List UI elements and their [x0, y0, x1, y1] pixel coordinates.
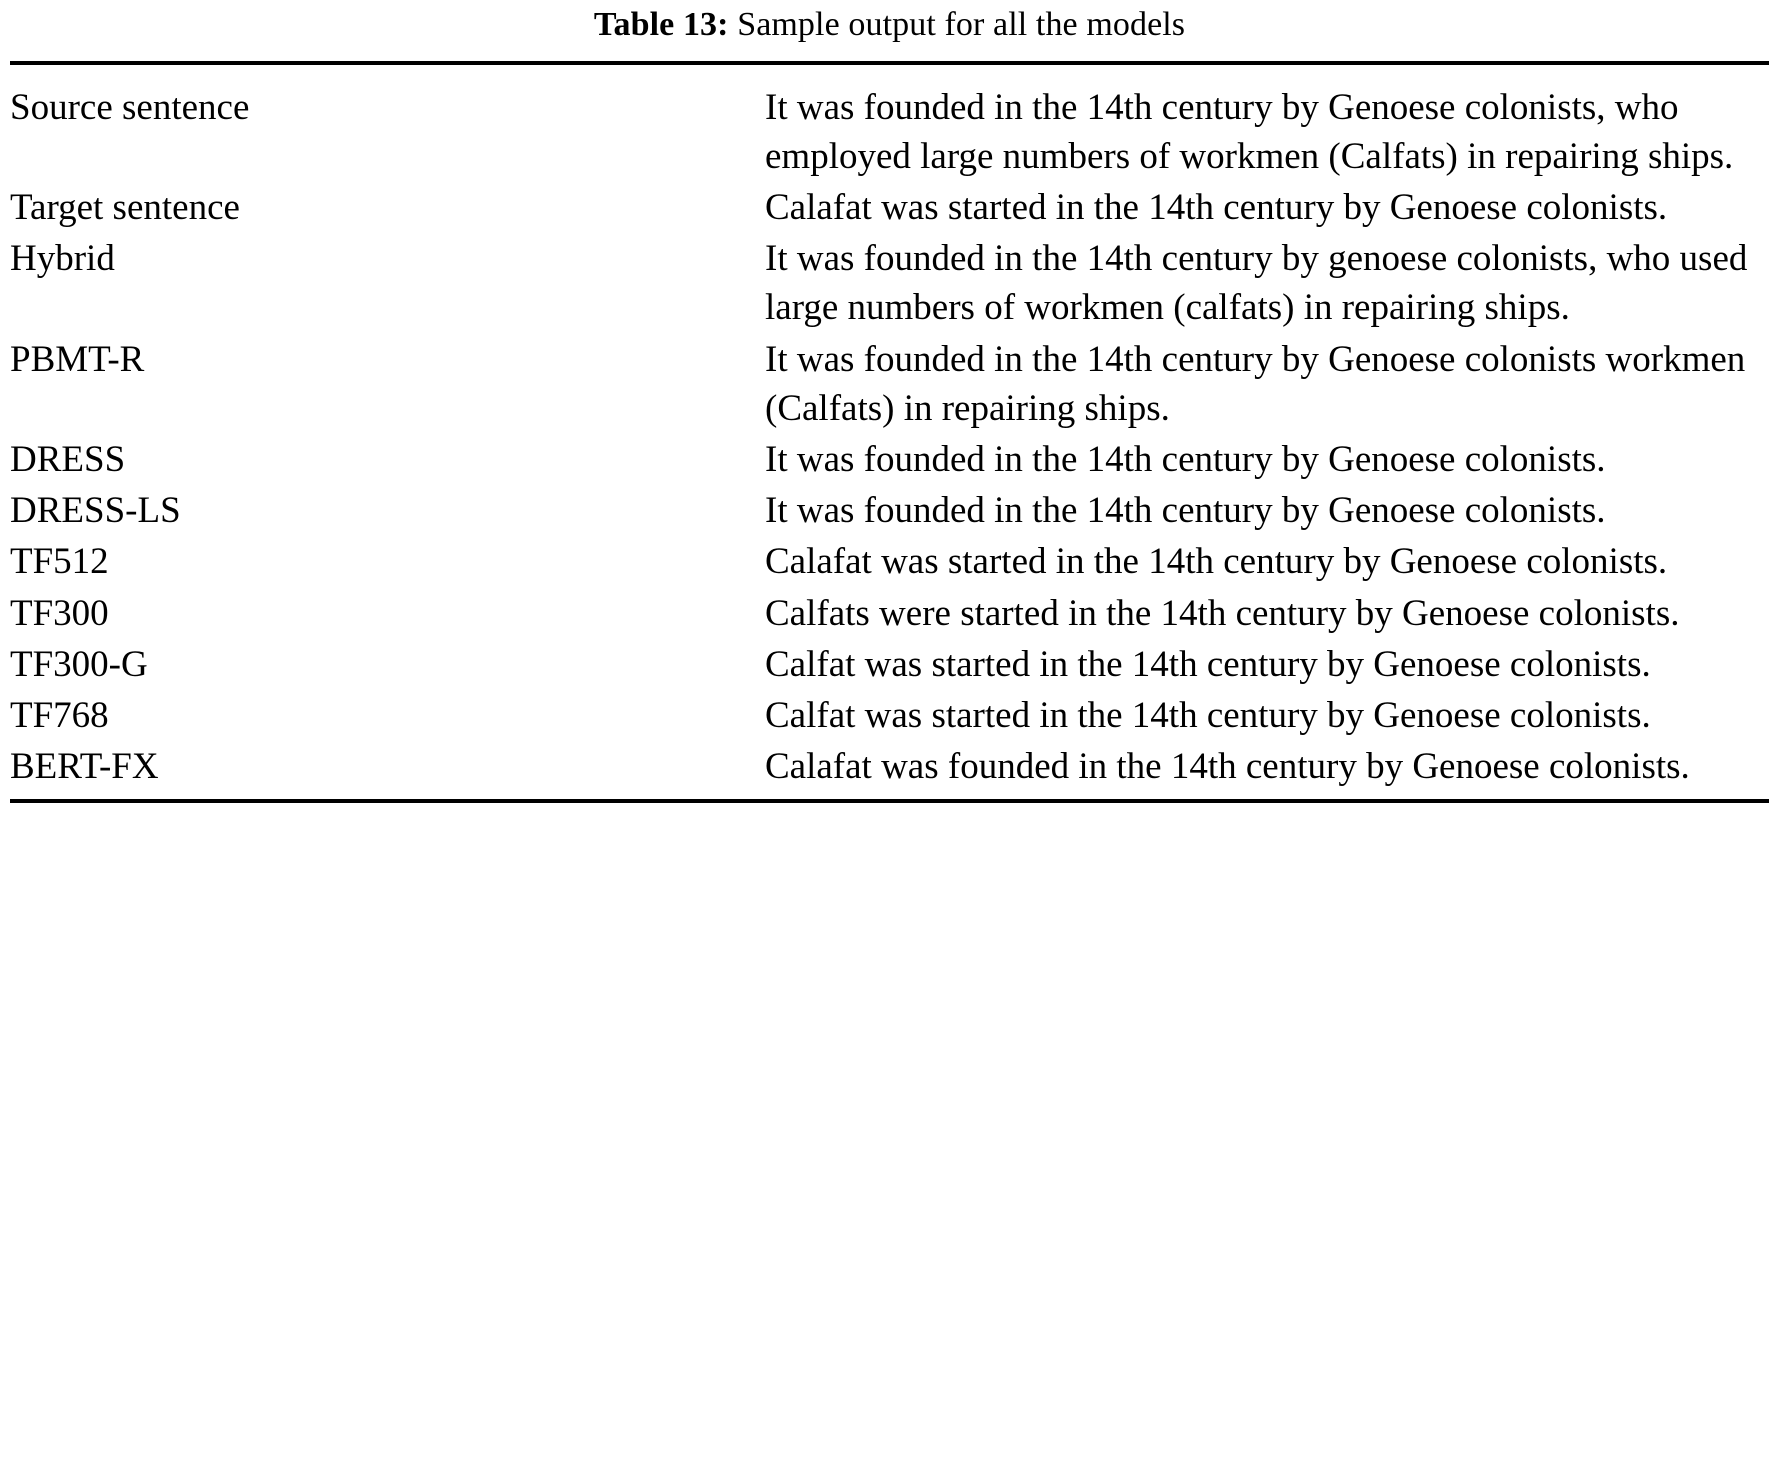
table-body	[10, 83, 1769, 794]
table-row	[10, 335, 1769, 435]
table-bottom-rule	[10, 799, 1769, 803]
table-caption-label: Table 13:	[593, 6, 729, 43]
model-label: BERT-FX	[10, 746, 159, 788]
model-label: TF300	[10, 592, 109, 634]
model-output: Calfats were started in the 14th century by Genoese colonists.	[765, 592, 1680, 634]
table-row	[10, 234, 1769, 334]
model-label: TF300-G	[10, 643, 148, 685]
table-row	[10, 691, 1769, 742]
model-output: Calfat was started in the 14th century by Genoese colonists.	[765, 694, 1651, 736]
table-row	[10, 183, 1769, 234]
table-caption-text: Sample output for all the models	[737, 6, 1186, 43]
model-output: Calafat was founded in the 14th century by Genoese colonists.	[765, 746, 1690, 788]
model-output: Calafat was started in the 14th century by Genoese colonists.	[765, 541, 1668, 583]
table-top-spacer	[10, 65, 1769, 83]
model-output: It was founded in the 14th century by genoese colonists, who used large numbers of workmen (calfats) in repairing ships.	[765, 238, 1748, 329]
model-label: Target sentence	[10, 186, 240, 228]
sample-output-table	[10, 83, 1769, 794]
model-label: Source sentence	[10, 86, 250, 128]
model-output: It was founded in the 14th century by Genoese colonists, who employed large numbers of workmen (Calfats) in repairing ships.	[765, 86, 1734, 177]
table-row	[10, 83, 1769, 183]
model-output: Calafat was started in the 14th century by Genoese colonists.	[765, 186, 1668, 228]
model-output: It was founded in the 14th century by Genoese colonists workmen (Calfats) in repairing ships.	[765, 338, 1746, 429]
table-row	[10, 486, 1769, 537]
model-label: TF768	[10, 694, 109, 736]
model-label: Hybrid	[10, 238, 115, 280]
table-row	[10, 640, 1769, 691]
model-label: DRESS	[10, 438, 126, 480]
model-output: It was founded in the 14th century by Genoese colonists.	[765, 490, 1606, 532]
table-row	[10, 742, 1769, 793]
model-output: Calfat was started in the 14th century by Genoese colonists.	[765, 643, 1651, 685]
model-output: It was founded in the 14th century by Genoese colonists.	[765, 438, 1606, 480]
model-label: DRESS-LS	[10, 490, 181, 532]
model-label: TF512	[10, 541, 109, 583]
model-label: PBMT-R	[10, 338, 145, 380]
table-caption	[10, 0, 1769, 61]
table-row	[10, 589, 1769, 640]
table-row	[10, 435, 1769, 486]
table-row	[10, 537, 1769, 588]
